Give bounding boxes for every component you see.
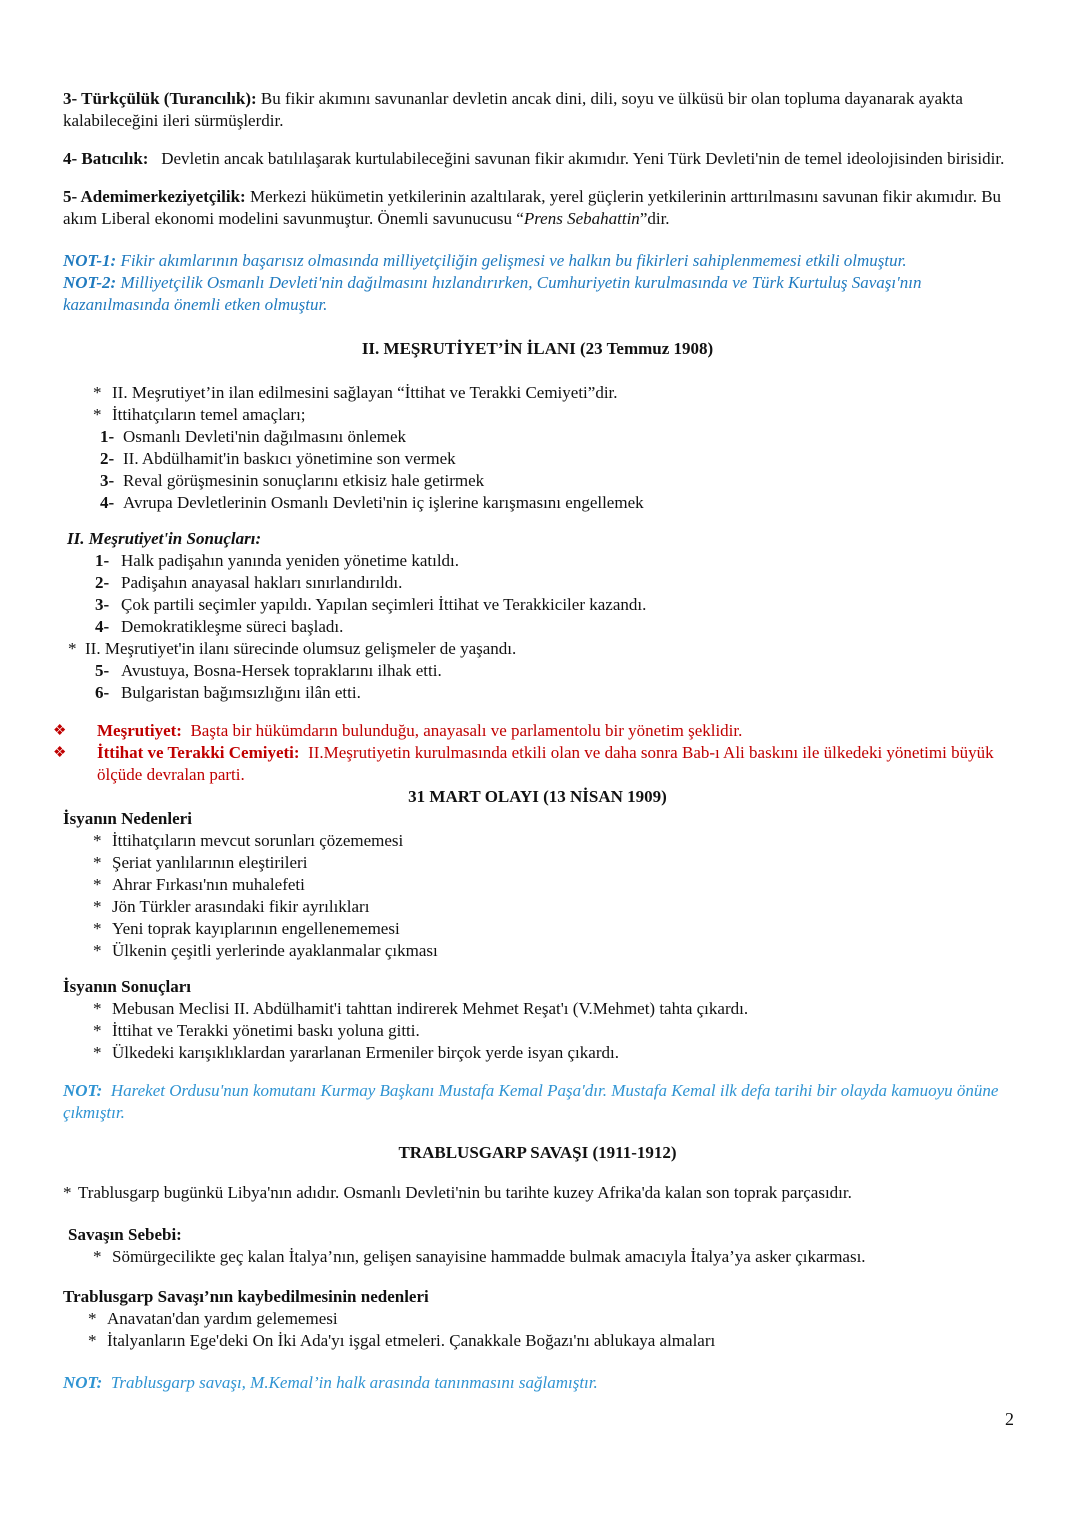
item-text: Osmanlı Devleti'nin dağılmasını önlemek — [123, 427, 407, 446]
numbered-item — [100, 492, 1012, 514]
item-number: 1- — [100, 427, 115, 446]
item-text: Çok partili seçimler yapıldı. Yapılan seçimleri İttihat ve Terakkiciler kazandı. — [121, 595, 647, 614]
note-line — [63, 250, 1012, 272]
note-text: Milliyetçilik Osmanlı Devleti'nin dağılmasını hızlandırırken, Cumhuriyetin kurulmasında ve Türk Kurtuluş Savaşı'nın kazanılmasında önemli etken olmuştur. — [63, 273, 922, 314]
item-number: 1- — [95, 551, 110, 570]
item-number: 4- — [95, 617, 110, 636]
star-bullet-icon: * — [93, 383, 102, 402]
star-item — [93, 896, 1012, 918]
item-text: Padişahın anayasal hakları sınırlandırıldı. — [121, 573, 403, 592]
section-heading-trablusgarp: TRABLUSGARP SAVAŞI (1911-1912) — [398, 1143, 677, 1162]
item-number: 3- — [100, 471, 115, 490]
mesrutiyet-intro-list — [63, 382, 1012, 426]
star-item — [93, 830, 1012, 852]
definition-term: Meşrutiyet: — [97, 721, 182, 740]
section-heading-mesrutiyet: II. MEŞRUTİYET’İN İLANI (23 Temmuz 1908) — [361, 339, 714, 358]
item-text: İttihat ve Terakki yönetimi baskı yoluna gitti. — [112, 1021, 420, 1040]
definition-term: İttihat ve Terakki Cemiyeti: — [97, 743, 300, 762]
ideology-ademimerkeziyetcilik — [63, 186, 1012, 230]
negative-note-item — [63, 638, 1012, 660]
ideology-body: Devletin ancak batılılaşarak kurtulabileceğini savunan fikir akımıdır. Yeni Türk Devleti'nin de temel ideolojisinden birisidir. — [161, 149, 1005, 168]
star-bullet-icon: * — [93, 853, 102, 872]
item-number: 6- — [95, 683, 110, 702]
star-bullet-icon: * — [93, 999, 102, 1018]
star-bullet-icon: * — [93, 1021, 102, 1040]
star-item — [93, 918, 1012, 940]
note-text: Trablusgarp savaşı, M.Kemal’in halk arasında tanınmasını sağlamıştır. — [110, 1373, 598, 1392]
ideology-term: 5- Ademimerkeziyetçilik: — [63, 187, 246, 206]
item-text: Sömürgecilikte geç kalan İtalya’nın, gelişen sanayisine hammadde bulmak amacıyla İtalya’ya asker çıkarması. — [112, 1247, 866, 1266]
definition-text-wrap — [97, 720, 1012, 742]
mesrutiyet-negative-results-list — [63, 660, 1012, 704]
star-bullet-icon: * — [93, 875, 102, 894]
item-text: İtalyanların Ege'deki On İki Ada'yı işgal etmeleri. Çanakkale Boğazı'nı ablukaya almaları — [107, 1331, 716, 1350]
star-bullet-icon: * — [63, 1183, 72, 1202]
item-text: Şeriat yanlılarının eleştirileri — [112, 853, 308, 872]
definition-text: Başta bir hükümdarın bulunduğu, anayasalı ve parlamentolu bir yönetim şeklidir. — [190, 721, 743, 740]
item-text: II. Meşrutiyet'in ilanı sürecinde olumsuz gelişmeler de yaşandı. — [85, 639, 517, 658]
note-text: Fikir akımlarının başarısız olmasında milliyetçiliğin gelişmesi ve halkın bu fikirleri sahiplenmemesi etkili olmuştur. — [120, 251, 907, 270]
item-number: 5- — [95, 661, 110, 680]
page-number: 2 — [1005, 1409, 1014, 1429]
mesrutiyet-goals-list — [63, 426, 1012, 514]
numbered-item — [100, 426, 1012, 448]
mesrutiyet-results-list — [63, 550, 1012, 638]
numbered-item — [95, 594, 1012, 616]
star-bullet-icon: * — [93, 941, 102, 960]
mart31-results-list — [63, 998, 1012, 1064]
note-text: Hareket Ordusu'nun komutanı Kurmay Başkanı Mustafa Kemal Paşa'dır. Mustafa Kemal ilk defa tarihi bir olayda kamuoyu önüne çıkmıştır. — [63, 1081, 999, 1122]
definition-text-wrap — [97, 742, 1012, 786]
definitions-list — [53, 720, 1012, 786]
item-number: 3- — [95, 595, 110, 614]
star-bullet-icon: * — [93, 1247, 102, 1266]
item-number: 2- — [95, 573, 110, 592]
definition-text: II.Meşrutiyetin kurulmasında etkili olan ve daha sonra Bab-ı Ali baskını ile ülkedeki yönetimi büyük ölçüde devralan parti. — [97, 743, 994, 784]
note-label: NOT-2: — [63, 273, 117, 292]
item-text: Ahrar Fırkası'nın muhalefeti — [112, 875, 305, 894]
item-number: 2- — [100, 449, 115, 468]
emphasized-name: Prens Sebahattin — [523, 209, 640, 228]
star-item — [93, 1042, 1012, 1064]
numbered-item — [95, 572, 1012, 594]
ideology-turkculuk — [63, 88, 1012, 132]
note-block-31mart — [63, 1080, 1012, 1124]
numbered-item — [100, 470, 1012, 492]
note-label: NOT: — [63, 1081, 103, 1100]
numbered-item — [95, 682, 1012, 704]
item-text: Ülkenin çeşitli yerlerinde ayaklanmalar çıkması — [112, 941, 438, 960]
item-text: Mebusan Meclisi II. Abdülhamit'i tahttan indirerek Mehmet Reşat'ı (V.Mehmet) tahta çıkardı. — [112, 999, 749, 1018]
item-text: Bulgaristan bağımsızlığını ilân etti. — [121, 683, 361, 702]
subsection-heading-sonuclar: II. Meşrutiyet'in Sonuçları: — [67, 529, 262, 548]
star-item — [88, 1308, 1012, 1330]
star-item — [93, 382, 1012, 404]
item-text: İttihatçıların temel amaçları; — [112, 405, 306, 424]
item-text: Trablusgarp bugünkü Libya'nın adıdır. Osmanlı Devleti'nin bu tarihte kuzey Afrika'da kalan son toprak parçasıdır. — [78, 1183, 852, 1202]
star-bullet-icon: * — [68, 639, 77, 658]
diamond-bullet-icon: ❖ — [53, 745, 67, 761]
numbered-item — [95, 550, 1012, 572]
trablusgarp-cause-list — [63, 1246, 1012, 1268]
numbered-item — [100, 448, 1012, 470]
ideology-term: 4- Batıcılık: — [63, 149, 149, 168]
star-bullet-icon: * — [93, 831, 102, 850]
item-text: Avrupa Devletlerinin Osmanlı Devleti'nin iç işlerine karışmasını engellemek — [123, 493, 644, 512]
star-item — [93, 852, 1012, 874]
item-text: Reval görüşmesinin sonuçlarını etkisiz hale getirmek — [123, 471, 485, 490]
ideology-term: 3- Türkçülük (Turancılık): — [63, 89, 257, 108]
item-text: Demokratikleşme süreci başladı. — [121, 617, 344, 636]
section-heading-31mart: 31 MART OLAYI (13 NİSAN 1909) — [408, 787, 667, 806]
item-text: Halk padişahın yanında yeniden yönetime katıldı. — [121, 551, 460, 570]
ideology-body-after: ”dir. — [639, 209, 670, 228]
star-item — [88, 1330, 1012, 1352]
note-block-ideologies — [63, 250, 1012, 316]
star-item — [93, 404, 1012, 426]
ideology-body: Bu fikir akımını savunanlar devletin ancak dini, dili, soyu ve ülküsü bir olan topluma dayanarak ayakta kalabileceğini ileri sürmüşlerdir. — [63, 89, 963, 130]
star-bullet-icon: * — [93, 1043, 102, 1062]
subsection-heading-sebebi: Savaşın Sebebi: — [68, 1225, 182, 1244]
star-bullet-icon: * — [88, 1309, 97, 1328]
star-item — [93, 1020, 1012, 1042]
item-text: Avustuya, Bosna-Hersek topraklarını ilhak etti. — [121, 661, 442, 680]
subsection-heading-kaybedilme: Trablusgarp Savaşı’nın kaybedilmesinin nedenleri — [63, 1287, 429, 1306]
definition-item — [53, 742, 1012, 786]
star-bullet-icon: * — [93, 405, 102, 424]
note-label: NOT: — [63, 1373, 103, 1392]
star-bullet-icon: * — [93, 897, 102, 916]
item-text: Jön Türkler arasındaki fikir ayrılıkları — [112, 897, 370, 916]
item-text: Ülkedeki karışıklıklardan yararlanan Ermeniler birçok yerde isyan çıkardı. — [112, 1043, 619, 1062]
ideology-body: Merkezi hükümetin yetkilerinin azaltılarak, yerel güçlerin yetkilerinin arttırılmasını savunan fikir akımıdır. Bu akım Liberal ekonomi modelini savunmuştur. Önemli savunucusu “ — [63, 187, 1002, 228]
item-text: II. Meşrutiyet’in ilan edilmesini sağlayan “İttihat ve Terakki Cemiyeti”dir. — [112, 383, 618, 402]
item-text: İttihatçıların mevcut sorunları çözememesi — [112, 831, 404, 850]
ideology-baticilik — [63, 148, 1012, 170]
item-text: Anavatan'dan yardım gelememesi — [107, 1309, 338, 1328]
diamond-bullet-icon: ❖ — [53, 723, 67, 739]
star-item — [93, 998, 1012, 1020]
trablusgarp-intro — [63, 1182, 1012, 1204]
subsection-heading-sonuclari: İsyanın Sonuçları — [63, 977, 192, 996]
mart31-causes-list — [63, 830, 1012, 962]
star-bullet-icon: * — [88, 1331, 97, 1350]
item-text: II. Abdülhamit'in baskıcı yönetimine son vermek — [123, 449, 456, 468]
star-item — [93, 1246, 1012, 1268]
note-line — [63, 272, 1012, 316]
note-block-trablusgarp — [63, 1372, 1012, 1394]
note-label: NOT-1: — [63, 251, 117, 270]
numbered-item — [95, 660, 1012, 682]
star-item — [93, 874, 1012, 896]
subsection-heading-nedenleri: İsyanın Nedenleri — [63, 809, 192, 828]
trablusgarp-loss-list — [63, 1308, 1012, 1352]
star-item — [93, 940, 1012, 962]
definition-item — [53, 720, 1012, 742]
star-bullet-icon: * — [93, 919, 102, 938]
item-number: 4- — [100, 493, 115, 512]
numbered-item — [95, 616, 1012, 638]
item-text: Yeni toprak kayıplarının engellenememesi — [112, 919, 400, 938]
